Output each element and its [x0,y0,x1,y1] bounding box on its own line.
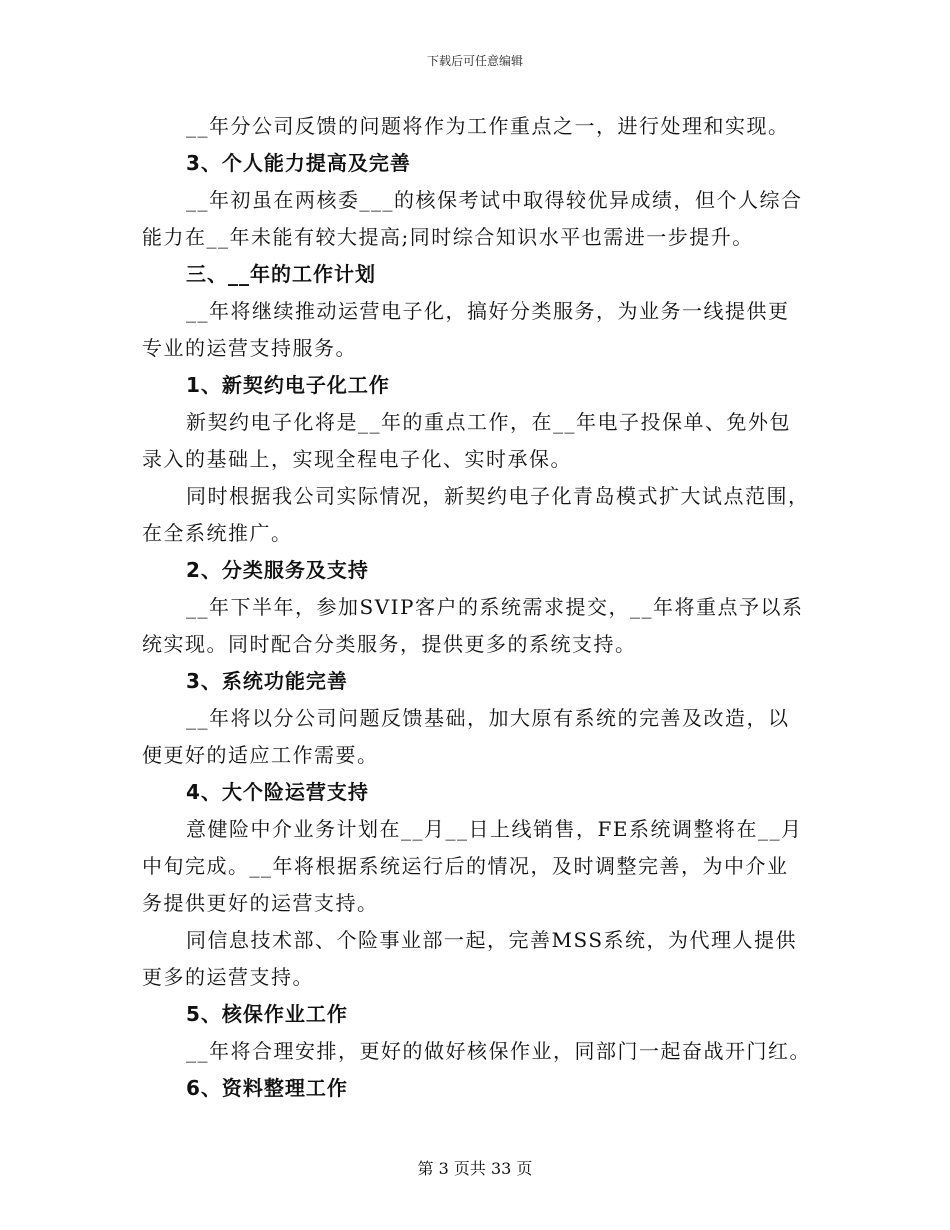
paragraph-line: 在全系统推广。 [142,521,293,545]
section-heading: 4、大个险运营支持 [186,780,369,804]
page-header: 下载后可任意编辑 [426,54,523,68]
section-heading: 5、核保作业工作 [186,1002,348,1026]
paragraph-line: 便更好的适应工作需要。 [142,743,379,767]
section-heading: 6、资料整理工作 [186,1076,348,1100]
section-heading: 3、系统功能完善 [186,669,348,693]
paragraph-line: __年初虽在两核委___的核保考试中取得较优异成绩，但个人综合 [186,188,803,212]
section-heading: 3、个人能力提高及完善 [186,151,411,175]
page-footer: 第 3 页共 33 页 [417,1159,533,1178]
paragraph-line: 中旬完成。__年将根据系统运行后的情况，及时调整完善，为中介业 [142,854,789,878]
paragraph-line: 同信息技术部、个险事业部一起，完善MSS系统，为代理人提供 [186,928,798,952]
paragraph-line: __年分公司反馈的问题将作为工作重点之一，进行处理和实现。 [186,114,790,138]
paragraph-line: 务提供更好的运营支持。 [142,891,379,915]
paragraph-line: 录入的基础上，实现全程电子化、实时承保。 [142,447,572,471]
section-heading: 三、__年的工作计划 [186,262,376,286]
paragraph-line: 专业的运营支持服务。 [142,336,357,360]
paragraph-line: 更多的运营支持。 [142,965,314,989]
paragraph-line: 统实现。同时配合分类服务，提供更多的系统支持。 [142,632,637,656]
paragraph-line: __年将以分公司问题反馈基础，加大原有系统的完善及改造，以 [186,706,790,730]
paragraph-line: __年将继续推动运营电子化，搞好分类服务，为业务一线提供更 [186,299,790,323]
paragraph-line: 同时根据我公司实际情况，新契约电子化青岛模式扩大试点范围， [186,484,810,508]
paragraph-line: 新契约电子化将是__年的重点工作，在__年电子投保单、免外包 [186,410,791,434]
paragraph-line: 意健险中介业务计划在__月__日上线销售，FE系统调整将在__月 [186,817,803,841]
section-heading: 2、分类服务及支持 [186,558,369,582]
section-heading: 1、新契约电子化工作 [186,373,390,397]
document-body [142,108,814,1107]
paragraph-line: __年下半年，参加SVIP客户的系统需求提交，__年将重点予以系 [186,595,804,619]
paragraph-line: __年将合理安排，更好的做好核保作业，同部门一起奋战开门红。 [186,1039,811,1063]
paragraph-line: 能力在__年未能有较大提高;同时综合知识水平也需进一步提升。 [142,225,754,249]
